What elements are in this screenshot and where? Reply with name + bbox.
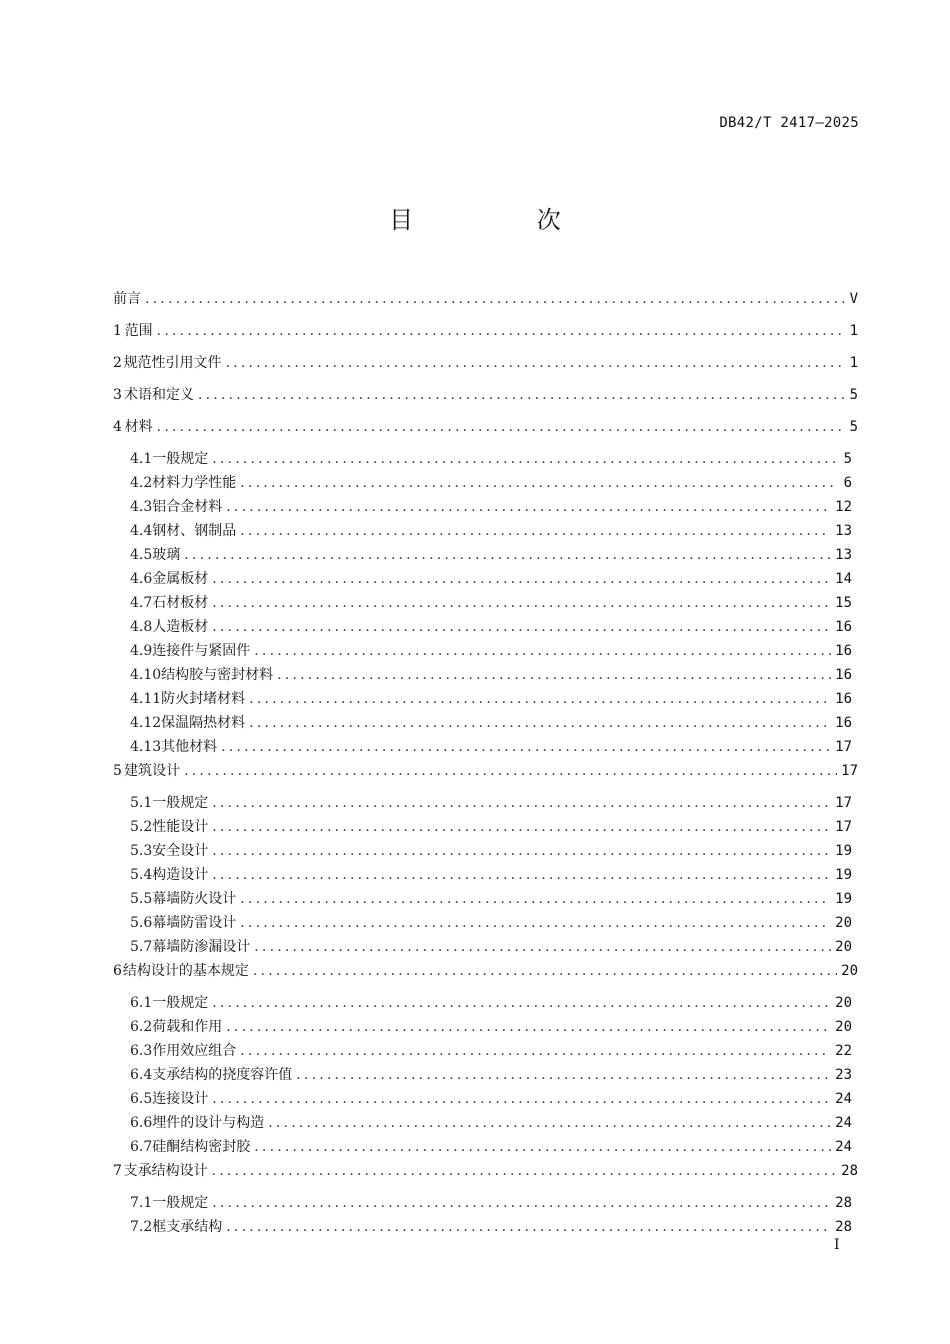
toc-entry-number: 5.2 xyxy=(130,819,153,835)
toc-entry-label: 钢材、钢制品 xyxy=(152,523,237,539)
toc-entry-number: 1 xyxy=(113,323,122,339)
toc-entry-number: 6.4 xyxy=(130,1067,153,1083)
toc-leader-dots xyxy=(212,447,838,471)
toc-entry-number: 5.6 xyxy=(130,915,153,931)
toc-subsection-entry[interactable] xyxy=(113,567,858,591)
toc-subsection-entry[interactable] xyxy=(113,1135,858,1159)
toc-leader-dots xyxy=(184,543,831,567)
toc-entry-label: 作用效应组合 xyxy=(152,1043,237,1059)
toc-entry-number: 6 xyxy=(113,963,122,979)
toc-entry-label: 一般规定 xyxy=(152,795,209,811)
toc-subsection-entry[interactable] xyxy=(113,815,858,839)
toc-entry-page: 20 xyxy=(835,915,852,931)
toc-subsection-entry[interactable] xyxy=(113,543,858,567)
toc-entry-page: 5 xyxy=(843,451,852,467)
toc-leader-dots xyxy=(226,1015,831,1039)
toc-entry-label: 一般规定 xyxy=(152,451,209,467)
toc-entry-number: 7 xyxy=(113,1163,122,1179)
toc-entry-number: 4.11 xyxy=(130,691,162,707)
toc-subsection-entry[interactable] xyxy=(113,863,858,887)
toc-entry-label: 结构设计的基本规定 xyxy=(122,963,249,979)
toc-subsection-entry[interactable] xyxy=(113,911,858,935)
toc-entry-number: 5.4 xyxy=(130,867,153,883)
toc-subsection-entry[interactable] xyxy=(113,1063,858,1087)
toc-leader-dots xyxy=(212,1159,838,1183)
toc-leader-dots xyxy=(254,1135,831,1159)
toc-entry-number: 4.4 xyxy=(130,523,153,539)
toc-entry-number: 5.1 xyxy=(130,795,153,811)
toc-entry-label: 保温隔热材料 xyxy=(161,715,246,731)
toc-entry-number: 4.5 xyxy=(130,547,153,563)
toc-entry-number: 4.13 xyxy=(130,739,162,755)
toc-section-entry[interactable] xyxy=(113,383,858,415)
toc-entry-page: 17 xyxy=(835,739,852,755)
toc-leader-dots xyxy=(268,1111,831,1135)
toc-leader-dots xyxy=(157,319,844,343)
toc-entry-number: 5.7 xyxy=(130,939,153,955)
toc-subsection-entry[interactable] xyxy=(113,991,858,1015)
toc-entry-page: 28 xyxy=(841,1163,858,1179)
toc-subsection-entry[interactable] xyxy=(113,687,858,711)
toc-entry-number: 7.1 xyxy=(130,1195,153,1211)
toc-entry-page: 17 xyxy=(835,795,852,811)
toc-subsection-entry[interactable] xyxy=(113,1215,858,1239)
toc-entry-number: 4.2 xyxy=(130,475,153,491)
toc-entry-number: 6.1 xyxy=(130,995,153,1011)
toc-leader-dots xyxy=(157,415,844,439)
toc-entry-page: 15 xyxy=(835,595,852,611)
toc-entry-label: 性能设计 xyxy=(152,819,209,835)
toc-subsection-entry[interactable] xyxy=(113,1087,858,1111)
toc-entry-number: 6.3 xyxy=(130,1043,153,1059)
toc-subsection-entry[interactable] xyxy=(113,663,858,687)
toc-leader-dots xyxy=(240,887,831,911)
toc-entry-page: 19 xyxy=(835,867,852,883)
toc-entry-page: 28 xyxy=(835,1219,852,1235)
toc-entry-label: 安全设计 xyxy=(152,843,209,859)
toc-leader-dots xyxy=(249,711,831,735)
toc-entry-page: 6 xyxy=(843,475,852,491)
toc-leader-dots xyxy=(240,911,831,935)
toc-subsection-entry[interactable] xyxy=(113,495,858,519)
toc-entry-page: 14 xyxy=(835,571,852,587)
toc-entry-number: 4.1 xyxy=(130,451,153,467)
toc-section-entry[interactable] xyxy=(113,351,858,383)
toc-entry-label: 一般规定 xyxy=(152,995,209,1011)
toc-entry-page: 22 xyxy=(835,1043,852,1059)
toc-entry-number: 6.6 xyxy=(130,1115,153,1131)
toc-entry-label: 铝合金材料 xyxy=(152,499,223,515)
toc-entry-number: 5.3 xyxy=(130,843,153,859)
toc-entry-label: 幕墙防渗漏设计 xyxy=(152,939,251,955)
toc-subsection-entry[interactable] xyxy=(113,711,858,735)
toc-entry-label: 石材板材 xyxy=(152,595,209,611)
toc-subsection-entry[interactable] xyxy=(113,471,858,495)
toc-entry-label: 支承结构的挠度容许值 xyxy=(152,1067,293,1083)
toc-entry-page: 13 xyxy=(835,547,852,563)
toc-leader-dots xyxy=(226,351,844,375)
toc-entry-number: 4.3 xyxy=(130,499,153,515)
toc-entry-page: 17 xyxy=(835,819,852,835)
toc-subsection-entry[interactable] xyxy=(113,519,858,543)
toc-entry-number: 6.2 xyxy=(130,1019,153,1035)
toc-entry-label: 规范性引用文件 xyxy=(123,355,222,371)
toc-leader-dots xyxy=(240,471,838,495)
toc-entry-page: V xyxy=(849,291,858,307)
toc-entry-label: 玻璃 xyxy=(152,547,181,563)
toc-entry-page: 17 xyxy=(841,763,858,779)
page-title: 目 次 xyxy=(389,206,619,234)
toc-entry-label: 框支承结构 xyxy=(152,1219,223,1235)
toc-leader-dots xyxy=(226,495,831,519)
toc-entry-label: 范围 xyxy=(124,323,153,339)
toc-entry-page: 20 xyxy=(835,995,852,1011)
toc-leader-dots xyxy=(212,615,831,639)
toc-subsection-entry[interactable] xyxy=(113,791,858,815)
toc-leader-dots xyxy=(212,815,831,839)
toc-entry-page: 24 xyxy=(835,1091,852,1107)
toc-entry-label: 术语和定义 xyxy=(123,387,194,403)
toc-entry-number: 4.8 xyxy=(130,619,153,635)
toc-entry-label: 防火封堵材料 xyxy=(161,691,246,707)
toc-entry-page: 5 xyxy=(849,419,858,435)
toc-entry-page: 16 xyxy=(835,619,852,635)
toc-entry-page: 19 xyxy=(835,891,852,907)
toc-entry-number: 4.10 xyxy=(130,667,162,683)
toc-entry-page: 23 xyxy=(835,1067,852,1083)
toc-section-entry[interactable] xyxy=(113,1159,858,1191)
toc-subsection-entry[interactable] xyxy=(113,1039,858,1063)
toc-entry-page: 13 xyxy=(835,523,852,539)
toc-leader-dots xyxy=(253,959,837,983)
toc-leader-dots xyxy=(212,1087,831,1111)
toc-section-entry[interactable] xyxy=(113,759,858,791)
toc-leader-dots xyxy=(240,519,831,543)
toc-entry-page: 16 xyxy=(835,715,852,731)
toc-leader-dots xyxy=(212,591,831,615)
toc-entry-number: 7.2 xyxy=(130,1219,153,1235)
toc-leader-dots xyxy=(277,663,831,687)
toc-entry-label: 一般规定 xyxy=(152,1195,209,1211)
table-of-contents xyxy=(113,287,858,1239)
toc-leader-dots xyxy=(254,639,831,663)
toc-section-entry[interactable] xyxy=(113,319,858,351)
toc-entry-number: 4.9 xyxy=(130,643,153,659)
toc-entry-label: 材料 xyxy=(124,419,153,435)
toc-entry-page: 28 xyxy=(835,1195,852,1211)
toc-entry-label: 幕墙防火设计 xyxy=(152,891,237,907)
toc-subsection-entry[interactable] xyxy=(113,591,858,615)
toc-section-entry[interactable] xyxy=(113,415,858,447)
toc-entry-page: 1 xyxy=(849,355,858,371)
toc-entry-page: 16 xyxy=(835,691,852,707)
toc-entry-number: 2 xyxy=(113,355,122,371)
toc-entry-page: 24 xyxy=(835,1115,852,1131)
toc-entry-label: 连接设计 xyxy=(152,1091,209,1107)
toc-leader-dots xyxy=(254,935,831,959)
toc-subsection-entry[interactable] xyxy=(113,735,858,759)
toc-entry-page: 16 xyxy=(835,643,852,659)
toc-section-entry[interactable] xyxy=(113,287,858,319)
toc-leader-dots xyxy=(212,567,831,591)
toc-leader-dots xyxy=(212,991,831,1015)
toc-leader-dots xyxy=(226,1215,831,1239)
toc-subsection-entry[interactable] xyxy=(113,447,858,471)
toc-entry-label: 埋件的设计与构造 xyxy=(152,1115,265,1131)
toc-entry-label: 人造板材 xyxy=(152,619,209,635)
standard-number: DB42/T 2417—2025 xyxy=(719,115,859,131)
toc-entry-number: 5.5 xyxy=(130,891,153,907)
toc-entry-label: 连接件与紧固件 xyxy=(152,643,251,659)
toc-leader-dots xyxy=(212,863,831,887)
footer-page-number: I xyxy=(834,1237,840,1253)
toc-entry-label: 幕墙防雷设计 xyxy=(152,915,237,931)
toc-leader-dots xyxy=(198,383,844,407)
toc-entry-number: 4.12 xyxy=(130,715,162,731)
toc-entry-label: 硅酮结构密封胶 xyxy=(152,1139,251,1155)
toc-leader-dots xyxy=(296,1063,831,1087)
toc-subsection-entry[interactable] xyxy=(113,639,858,663)
toc-entry-number: 3 xyxy=(113,387,122,403)
toc-leader-dots xyxy=(212,839,831,863)
toc-entry-page: 20 xyxy=(835,1019,852,1035)
toc-entry-label: 建筑设计 xyxy=(124,763,181,779)
toc-entry-page: 20 xyxy=(835,939,852,955)
toc-entry-label: 金属板材 xyxy=(152,571,209,587)
toc-leader-dots xyxy=(240,1039,831,1063)
toc-entry-label: 荷载和作用 xyxy=(152,1019,223,1035)
toc-entry-number: 4.7 xyxy=(130,595,153,611)
toc-entry-number: 5 xyxy=(113,763,122,779)
toc-entry-number: 6.5 xyxy=(130,1091,153,1107)
toc-entry-page: 24 xyxy=(835,1139,852,1155)
toc-entry-label: 结构胶与密封材料 xyxy=(161,667,274,683)
toc-subsection-entry[interactable] xyxy=(113,935,858,959)
toc-entry-page: 19 xyxy=(835,843,852,859)
toc-subsection-entry[interactable] xyxy=(113,1015,858,1039)
toc-entry-label: 前言 xyxy=(113,291,141,307)
toc-subsection-entry[interactable] xyxy=(113,839,858,863)
toc-entry-number: 6.7 xyxy=(130,1139,153,1155)
toc-entry-label: 构造设计 xyxy=(152,867,209,883)
toc-subsection-entry[interactable] xyxy=(113,1111,858,1135)
toc-leader-dots xyxy=(249,687,831,711)
toc-entry-label: 其他材料 xyxy=(161,739,218,755)
toc-section-entry[interactable] xyxy=(113,959,858,991)
toc-leader-dots xyxy=(221,735,831,759)
toc-entry-page: 5 xyxy=(849,387,858,403)
toc-leader-dots xyxy=(145,287,844,311)
toc-subsection-entry[interactable] xyxy=(113,1191,858,1215)
toc-leader-dots xyxy=(212,1191,831,1215)
toc-entry-page: 12 xyxy=(835,499,852,515)
toc-entry-page: 16 xyxy=(835,667,852,683)
toc-entry-page: 1 xyxy=(849,323,858,339)
toc-leader-dots xyxy=(184,759,837,783)
toc-entry-number: 4 xyxy=(113,419,122,435)
toc-subsection-entry[interactable] xyxy=(113,615,858,639)
toc-subsection-entry[interactable] xyxy=(113,887,858,911)
toc-entry-label: 支承结构设计 xyxy=(123,1163,208,1179)
toc-entry-page: 20 xyxy=(841,963,858,979)
toc-leader-dots xyxy=(212,791,831,815)
toc-entry-label: 材料力学性能 xyxy=(152,475,237,491)
toc-entry-number: 4.6 xyxy=(130,571,153,587)
